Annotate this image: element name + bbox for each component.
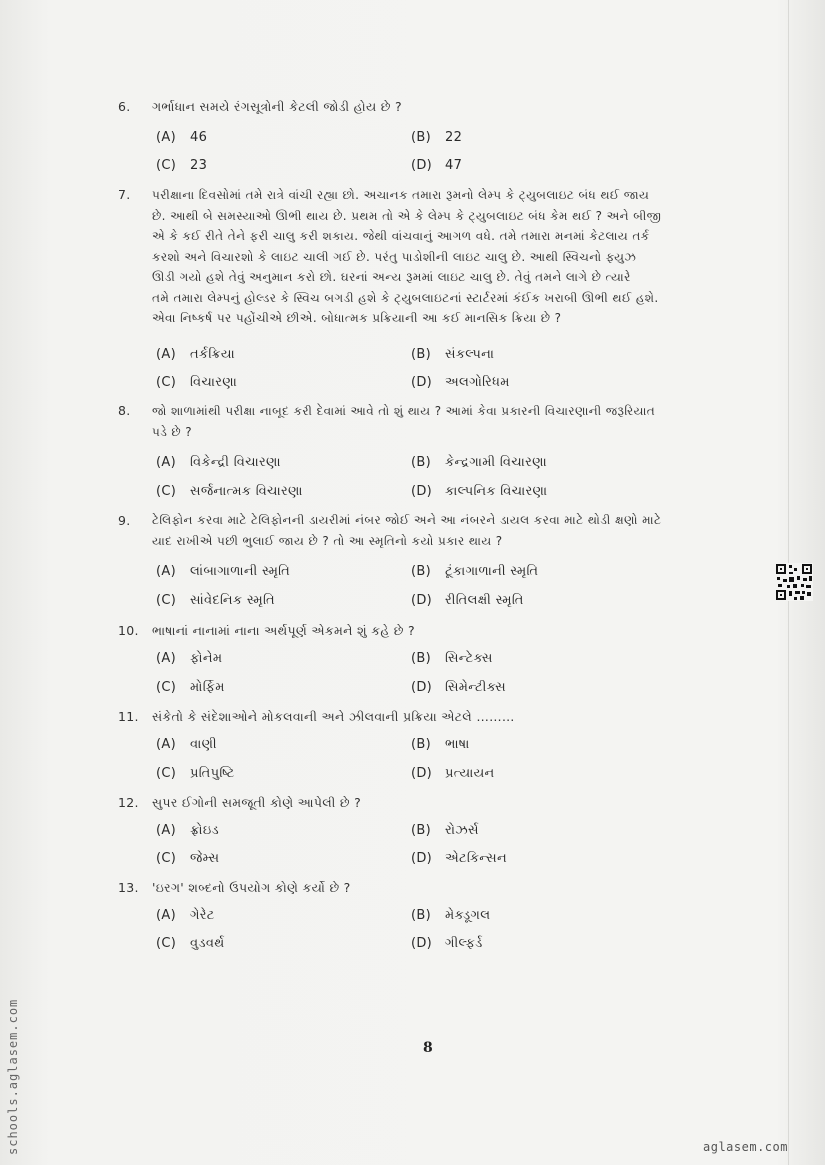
option-c: (C) પ્રતિપુષ્ટિ [156,766,235,781]
question-6 [118,94,738,120]
option-b: (B) મેક્ડૂગલ [411,908,491,923]
question-number: 12. [118,795,139,810]
question-text: જો શાળામાંથી પરીક્ષા નાબૂદ કરી દેવામાં આવે તો શું થાય ? આમાં કેવા પ્રકારની વિચારણાની જરૂરિયાત પડે છે ? [152,404,656,439]
question-text: ભાષાનાં નાનામાં નાના અર્થપૂર્ણ એકમને શું કહે છે ? [152,623,415,638]
question-number: 11. [118,709,139,724]
option-d: (D) પ્રત્યાયન [411,766,495,781]
option-a: (A) ગેરેટ [156,908,215,923]
option-d: (D) અલગોરિધમ [411,375,510,390]
option-b: (B) ટૂંકાગાળાની સ્મૃતિ [411,564,539,579]
question-text: ગર્ભાધાન સમયે રંગસૂત્રોની કેટલી જોડી હોય છે ? [152,99,402,114]
question-text: પરીક્ષાના દિવસોમાં તમે રાત્રે વાંચી રહ્યા છો. અચાનક તમારા રૂમનો લેમ્પ કે ટ્યુબલાઇટ બંધ થઈ જાય છે. આથી બે સમસ્યાઓ ઊભી થાય છે. પ્રથમ તો એ કે લેમ્પ કે ટ્યુબલાઇટ બંધ કેમ થઈ ? અને બીજી એ કે કઈ રીતે તેને ફરી ચાલુ કરી શકાય. જેથી વાંચવાનું આગળ વધે. તમે તમારા મનમાં કેટલાય તર્ક કરશો અને વિચારશો કે લાઇટ ચાલી ગઈ છે. પરંતુ પાડોશીની લાઇટ ચાલુ છે. આથી સ્વિચનો ફ્યુઝ ઊડી ગયો હશે તેવું અનુમાન કરો છો. ઘરનાં અન્ય રૂમમાં લાઇટ ચાલુ છે. તેવું તમને લાગે છે ત્યારે તમે તમારા લેમ્પનું હોલ્ડર કે સ્વિચ બગડી હશે કે ટ્યુબલાઇટનાં સ્ટાર્ટરમાં કંઈક ખરાબી ઊભી થઈ હશે. એવા નિષ્કર્ષ પર પહોંચીએ છીએ. બોધાત્મક પ્રક્રિયાની આ કઈ માનસિક ક્રિયા છે ? [152,188,662,325]
question-text: ટેલિફોન કરવા માટે ટેલિફોનની ડાયરીમાં નંબર જોઈ અને આ નંબરને ડાયલ કરવા માટે થોડી ક્ષણો માટે યાદ રાખીએ પછી ભુલાઈ જાય છે ? તો આ સ્મૃતિનો કયો પ્રકાર થાય ? [152,513,662,548]
question-11 [118,704,738,730]
question-number: 9. [118,513,131,528]
option-c: (C) સાંવેદનિક સ્મૃતિ [156,593,275,608]
question-text: 'ઇરગ' શબ્દનો ઉપયોગ કોણે કર્યો છે ? [152,880,351,895]
option-a: (A) લાંબાગાળાની સ્મૃતિ [156,564,291,579]
question-12 [118,790,738,816]
question-number: 10. [118,623,139,638]
question-number: 7. [118,187,131,202]
question-text: સુપર ઈગોની સમજૂતી કોણે આપેલી છે ? [152,795,362,810]
option-c: (C) જેમ્સ [156,851,220,866]
question-13 [118,875,738,901]
option-a: (A) 46 [156,130,208,145]
option-d: (D) કાલ્પનિક વિચારણા [411,484,548,499]
option-c: (C) 23 [156,158,208,173]
option-c: (C) મોર્ફિમ [156,680,225,695]
option-a: (A) વાણી [156,737,217,752]
page-number: 8 [423,1040,433,1056]
option-a: (A) તર્કક્રિયા [156,347,235,362]
question-number: 13. [118,880,139,895]
question-10 [118,618,738,644]
option-a: (A) ફોનેમ [156,651,223,666]
option-b: (B) ભાષા [411,737,470,752]
option-d: (D) રીતિલક્ષી સ્મૃતિ [411,593,524,608]
option-d: (D) સિમેન્ટીક્સ [411,680,506,695]
question-number: 6. [118,99,131,114]
footer-watermark: aglasem.com [703,1140,788,1154]
option-c: (C) વિચારણા [156,375,238,390]
option-b: (B) સંકલ્પના [411,347,495,362]
question-text: સંકેતો કે સંદેશાઓને મોકલવાની અને ઝીલવાની પ્રક્રિયા એટલે ……… [152,709,515,724]
option-b: (B) સિન્ટેક્સ [411,651,493,666]
option-c: (C) સર્જનાત્મક વિચારણા [156,484,303,499]
option-a: (A) વિકેન્દ્રી વિચારણા [156,455,281,470]
option-a: (A) ફ્રોઇડ [156,823,219,838]
side-watermark [0,960,30,1160]
option-d: (D) 47 [411,158,463,173]
option-b: (B) 22 [411,130,463,145]
question-number: 8. [118,403,131,418]
side-watermark-text: schools.aglasem.com [6,998,20,1155]
option-d: (D) એટકિન્સન [411,851,507,866]
option-c: (C) વુડવર્થ [156,936,225,951]
qr-code-icon [775,563,813,601]
option-b: (B) રોઝર્સ [411,823,479,838]
option-b: (B) કેન્દ્રગામી વિચારણા [411,455,547,470]
option-d: (D) ગીલ્ફર્ડ [411,936,483,951]
